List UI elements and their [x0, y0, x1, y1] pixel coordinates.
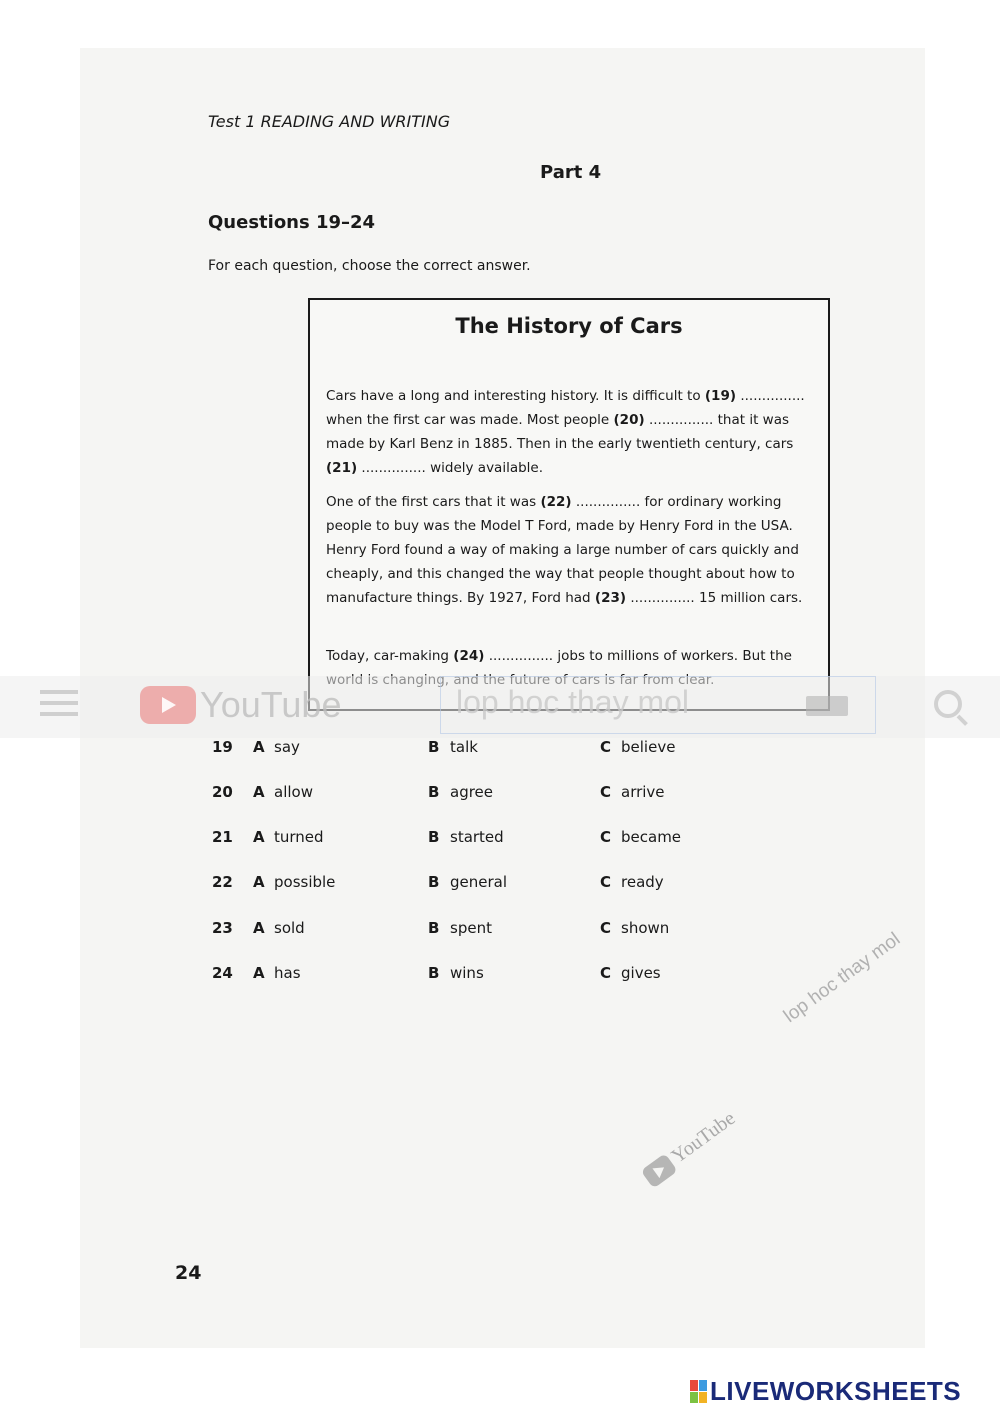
paragraph-text: Today, car-making	[326, 648, 454, 664]
option-letter: A	[253, 783, 265, 801]
option-a[interactable]: possible	[274, 873, 336, 891]
question-row	[0, 873, 1000, 899]
paragraph-text: ............... jobs to millions of workers. But the	[488, 648, 792, 664]
keyboard-icon	[806, 696, 848, 716]
instruction-text: For each question, choose the correct answer.	[208, 258, 531, 274]
liveworksheets-text: LIVEWORKSHEETS	[710, 1376, 962, 1406]
option-letter: A	[253, 873, 265, 891]
option-a[interactable]: say	[274, 738, 300, 756]
option-b[interactable]: spent	[450, 919, 492, 937]
option-b[interactable]: agree	[450, 783, 494, 801]
search-icon	[934, 690, 962, 718]
question-row	[0, 919, 1000, 945]
option-letter: C	[600, 964, 612, 982]
menu-icon	[40, 690, 78, 723]
option-b[interactable]: wins	[450, 964, 484, 982]
question-row	[0, 738, 1000, 764]
option-a[interactable]: sold	[274, 919, 305, 937]
youtube-watermark-text: YouTube	[667, 1107, 740, 1168]
paragraph-text: Cars have a long and interesting history. It is difficult to	[326, 388, 705, 404]
option-a[interactable]: allow	[274, 783, 313, 801]
option-a[interactable]: turned	[274, 828, 324, 846]
questions-title: Questions 19–24	[208, 212, 376, 233]
option-letter: B	[428, 919, 440, 937]
youtube-search-text: lop hoc thay mol	[456, 684, 690, 720]
paragraph-text: ............... that it was made by Karl Benz in 1885. Then in the early twentieth century, cars	[326, 412, 794, 452]
option-letter: B	[428, 964, 440, 982]
question-number: 20	[212, 783, 233, 801]
question-row	[0, 828, 1000, 854]
question-number: 22	[212, 873, 233, 891]
liveworksheets-logo	[690, 1376, 961, 1408]
article-paragraph-2	[326, 490, 818, 610]
youtube-logo-text: YouTube	[200, 684, 342, 725]
option-c[interactable]: shown	[621, 919, 670, 937]
option-c[interactable]: believe	[621, 738, 676, 756]
gap-19: (19)	[704, 388, 737, 404]
youtube-play-icon	[140, 686, 196, 724]
option-letter: A	[253, 964, 265, 982]
option-letter: C	[600, 828, 612, 846]
article-title: The History of Cars	[455, 314, 683, 338]
question-number: 24	[212, 964, 233, 982]
article-paragraph-1	[326, 384, 818, 480]
gap-20: (20)	[613, 412, 645, 428]
option-letter: C	[600, 738, 612, 756]
gap-22: (22)	[540, 494, 572, 510]
paragraph-text: ............... widely available.	[357, 460, 544, 476]
page-number: 24	[175, 1262, 202, 1284]
paragraph-text: One of the first cars that it was	[326, 494, 541, 510]
option-letter: A	[253, 919, 265, 937]
question-number: 21	[212, 828, 233, 846]
option-c[interactable]: ready	[621, 873, 664, 891]
option-letter: B	[428, 783, 440, 801]
gap-23: (23)	[594, 590, 627, 606]
gap-24: (24)	[453, 648, 485, 664]
option-c[interactable]: gives	[621, 964, 661, 982]
test-header: Test 1 READING AND WRITING	[208, 112, 451, 131]
option-letter: A	[253, 738, 265, 756]
option-a[interactable]: has	[274, 964, 301, 982]
option-letter: B	[428, 828, 440, 846]
question-row	[0, 783, 1000, 809]
article-box	[308, 298, 830, 711]
option-b[interactable]: talk	[450, 738, 478, 756]
paragraph-text: ............... for ordinary working people to buy was the Model T Ford, made by Henry Ford in the USA. Henry Ford found a way of making a large number of cars quickly and cheaply, and this changed the way that people thought about how to manufacture things. By 1927, Ford had	[326, 494, 799, 606]
part-title: Part 4	[540, 162, 602, 183]
option-letter: A	[253, 828, 265, 846]
option-letter: C	[600, 783, 612, 801]
option-letter: C	[600, 873, 612, 891]
option-b[interactable]: started	[450, 828, 504, 846]
gap-21: (21)	[326, 460, 358, 476]
option-b[interactable]: general	[450, 873, 508, 891]
paragraph-text: ............... 15 million cars.	[626, 590, 803, 606]
paragraph-text: ............... when the first car was made. Most people	[326, 388, 805, 428]
option-letter: B	[428, 738, 440, 756]
liveworksheets-icon	[690, 1380, 708, 1404]
question-number: 23	[212, 919, 233, 937]
question-number: 19	[212, 738, 233, 756]
option-letter: C	[600, 919, 612, 937]
option-letter: B	[428, 873, 440, 891]
option-c[interactable]: arrive	[621, 783, 665, 801]
option-c[interactable]: became	[621, 828, 682, 846]
watermark-text: lop hoc thay mol	[780, 928, 905, 1027]
